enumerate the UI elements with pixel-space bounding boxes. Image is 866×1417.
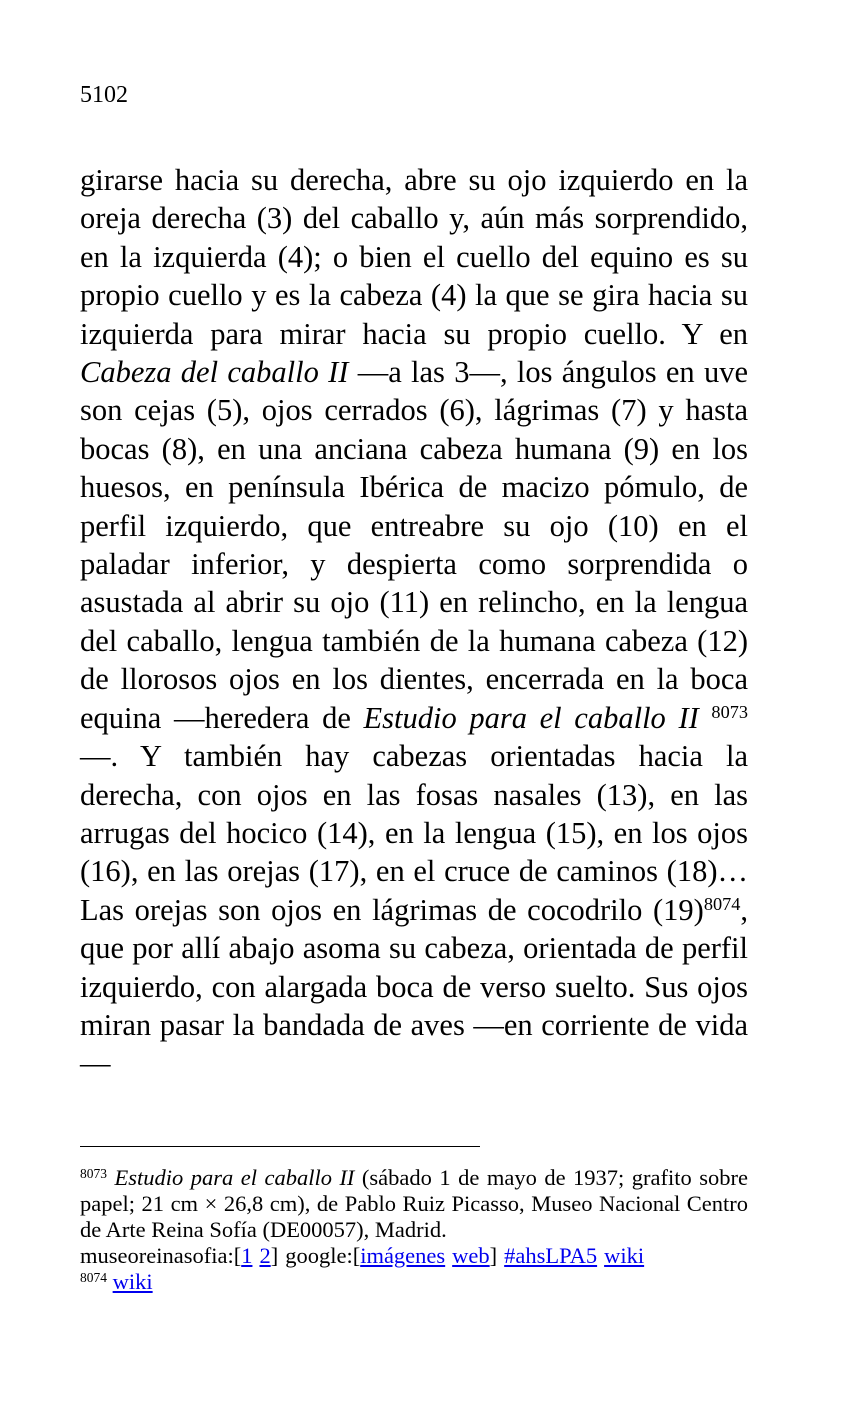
links-mid: ] — [270, 1243, 279, 1268]
footnote-text: (sábado 1 de mayo de 1937; grafito sobre papel; 21 cm × 26,8 cm), de Pablo Ruiz Picasso, Museo Nacional Centro de Arte Reina Sofía (DE00057), Madrid. — [80, 1165, 748, 1242]
wiki-link[interactable]: wiki — [604, 1243, 645, 1268]
museo-link-1[interactable]: 1 — [241, 1243, 253, 1268]
links-prefix: museoreinasofia:[ — [80, 1243, 242, 1268]
google-suffix: ] — [489, 1243, 498, 1268]
footnote-ref-8074[interactable]: 8074 — [703, 893, 741, 914]
google-images-link[interactable]: imágenes — [360, 1243, 446, 1268]
wiki-link[interactable]: wiki — [112, 1269, 153, 1294]
body-paragraph — [80, 161, 748, 1083]
footnote-8073-links — [80, 1243, 748, 1269]
museo-link-2[interactable]: 2 — [259, 1243, 271, 1268]
artwork-title: Cabeza del caballo II — [80, 355, 349, 390]
footnote-artwork-title: Estudio para el caballo II — [114, 1165, 355, 1190]
google-prefix: google:[ — [285, 1243, 361, 1268]
page-number: 5102 — [80, 82, 128, 108]
footnotes — [80, 1165, 748, 1295]
footnote-number: 8073 — [80, 1165, 107, 1181]
hashtag-link[interactable]: #ahsLPA5 — [504, 1243, 598, 1268]
footnote-8073 — [80, 1165, 748, 1243]
body-text-segment: —. Y también hay cabezas orientadas hacia la derecha, con ojos en las fosas nasales (13), en las arrugas del hocico (14), en la lengua (15), en los ojos (16), en las orejas (17), en el cruce de caminos (18)… Las orejas son ojos en lágrimas de cocodrilo (19) — [80, 739, 748, 927]
body-text — [80, 161, 748, 1083]
footnote-number: 8074 — [80, 1269, 107, 1285]
body-text-segment: , que por allí abajo asoma su cabeza, orientada de perfil izquierdo, con alargada boca de verso suelto. Sus ojos miran pasar la bandada de aves —en corriente de vida— — [80, 892, 748, 1081]
footnote-8074 — [80, 1269, 748, 1295]
artwork-title: Estudio para el caballo II — [363, 700, 699, 735]
body-text-segment: girarse hacia su derecha, abre su ojo izquierdo en la oreja derecha (3) del caballo y, aún más sorprendido, en la izquierda (4); o bien el cuello del equino es su propio cuello y es la cabeza (4) la que se gira hacia su izquierda para mirar hacia su propio cuello. Y en — [80, 163, 748, 351]
footnote-ref-8073[interactable]: 8073 — [711, 701, 748, 722]
footnote-divider — [80, 1146, 480, 1147]
body-text-segment: —a las 3—, los ángulos en uve son cejas (5), ojos cerrados (6), lágrimas (7) y hasta bocas (8), en una anciana cabeza humana (9) en los huesos, en península Ibérica de macizo pómulo, de perfil izquierdo, que entreabre su ojo (10) en el paladar inferior, y despierta como sorprendida o asustada al abrir su ojo (11) en relincho, en la lengua del caballo, lengua también de la humana cabeza (12) de llorosos ojos en los dientes, encerrada en la boca equina —heredera de — [80, 355, 749, 735]
google-web-link[interactable]: web — [452, 1243, 490, 1268]
